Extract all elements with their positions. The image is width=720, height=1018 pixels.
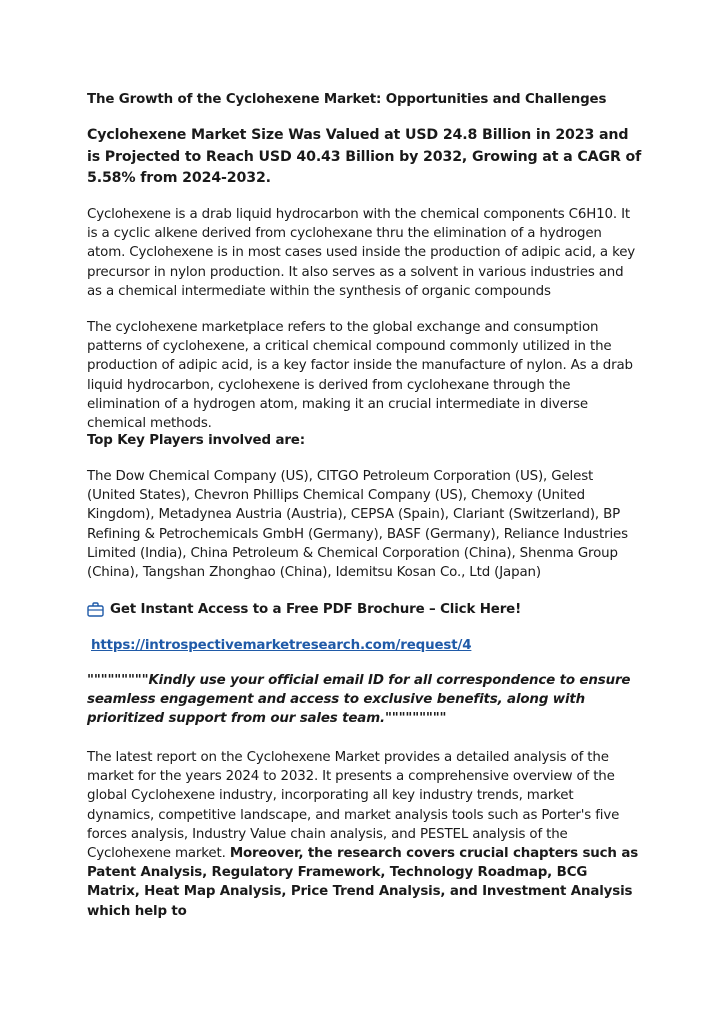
report-paragraph (87, 748, 642, 921)
key-players-heading: Top Key Players involved are: (87, 433, 305, 448)
page-title: The Growth of the Cyclohexene Market: Opportunities and Challenges (87, 92, 607, 107)
key-players-list: The Dow Chemical Company (US), CITGO Petroleum Corporation (US), Gelest (United States), Chevron Phillips Chemical Company (US), Chemoxy (United Kingdom), Metadynea Austria (Austria), CEPSA (Spain), Clariant (Switzerland), BP Refining & Petrochemicals GmbH (Germany), BASF (Germany), Reliance Industries Limited (India), China Petroleum & Chemical Corporation (China), Shenma Group (China), Tangshan Zhonghao (China), Idemitsu Kosan Co., Ltd (Japan) (87, 469, 628, 581)
brochure-cta-label: Get Instant Access to a Free PDF Brochure – Click Here! (110, 602, 522, 617)
request-link[interactable]: https://introspectivemarketresearch.com/request/4 (91, 638, 472, 653)
marketplace-paragraph: The cyclohexene marketplace refers to the global exchange and consumption patterns of cyclohexene, a critical chemical compound commonly utilized in the production of adipic acid, is a key factor inside the manufacture of nylon. As a drab liquid hydrocarbon, cyclohexene is derived from cyclohexane through the elimination of a hydrogen atom, making it an crucial intermediate in diverse chemical methods. (87, 320, 633, 432)
briefcase-icon (87, 602, 104, 617)
intro-paragraph: Cyclohexene is a drab liquid hydrocarbon with the chemical components C6H10. It is a cyclic alkene derived from cyclohexane thru the elimination of a hydrogen atom. Cyclohexene is in most cases used inside the production of adipic acid, a key precursor in nylon production. It also serves as a solvent in various industries and as a chemical intermediate within the synthesis of organic compounds (87, 207, 636, 299)
market-size-heading: Cyclohexene Market Size Was Valued at USD 24.8 Billion in 2023 and is Projected to Reach USD 40.43 Billion by 2032, Growing at a CAGR of 5.58% from 2024-2032. (87, 127, 642, 186)
email-notice: """""""""Kindly use your official email ID for all correspondence to ensure seamless engagement and access to exclusive benefits, along with prioritized support from our sales team.""""""""" (87, 673, 631, 727)
report-paragraph-text: The latest report on the Cyclohexene Market provides a detailed analysis of the market for the years 2024 to 2032. It presents a comprehensive overview of the global Cyclohexene industry, incorporating all key industry trends, market dynamics, competitive landscape, and market analysis tools such as Porter's five forces analysis, Industry Value chain analysis, and PESTEL analysis of the Cyclohexene market. (87, 750, 620, 862)
brochure-cta[interactable] (87, 600, 642, 619)
report-paragraph-bold: Moreover, the research covers crucial chapters such as Patent Analysis, Regulatory Framework, Technology Roadmap, BCG Matrix, Heat Map Analysis, Price Trend Analysis, and Investment Analysis which help to (87, 846, 639, 919)
